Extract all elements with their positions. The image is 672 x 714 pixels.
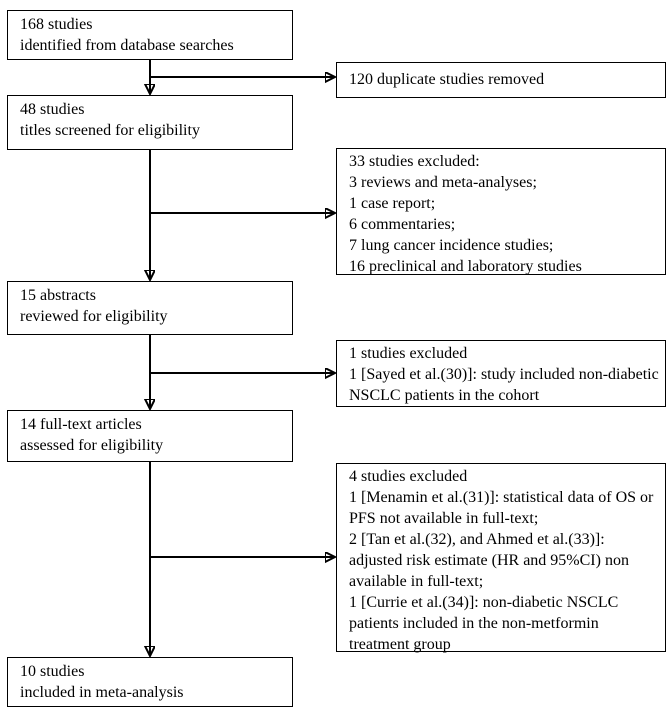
box-text-line: 1 [Sayed et al.(30)]: study included non-diabetic: [349, 366, 659, 383]
box-text-line: 33 studies excluded:: [349, 153, 480, 170]
box-text-line: 4 studies excluded: [349, 468, 468, 485]
box-text-line: treatment group: [349, 636, 451, 653]
box-text-line: 10 studies: [20, 663, 85, 680]
box-titles-excluded: [336, 148, 666, 275]
box-text-line: 16 preclinical and laboratory studies: [349, 258, 582, 275]
box-duplicates-removed: [336, 62, 666, 98]
box-text-line: NSCLC patients in the cohort: [349, 387, 540, 404]
box-text-line: patients included in the non-metformin: [349, 615, 599, 632]
box-fulltext-assessed: [7, 410, 293, 462]
box-included-in-analysis: [7, 657, 293, 707]
box-text-line: adjusted risk estimate (HR and 95%CI) non: [349, 552, 629, 569]
box-text-line: 168 studies: [20, 16, 93, 33]
box-abstracts-reviewed: [7, 281, 293, 335]
box-text-line: 1 studies excluded: [349, 345, 468, 362]
box-text-line: 2 [Tan et al.(32), and Ahmed et al.(33)]:: [349, 531, 605, 548]
box-text-line: available in full-text;: [349, 573, 484, 590]
box-text-line: included in meta-analysis: [20, 684, 184, 701]
box-abstracts-excluded: [336, 340, 666, 407]
box-text-line: 1 [Menamin et al.(31)]: statistical data of OS or: [349, 489, 654, 506]
box-text-line: assessed for eligibility: [20, 437, 164, 454]
box-text-line: reviewed for eligibility: [20, 308, 168, 325]
box-text-line: PFS not available in full-text;: [349, 510, 539, 527]
box-text-line: 3 reviews and meta-analyses;: [349, 174, 537, 191]
box-titles-screened: [7, 95, 293, 150]
box-text-line: 120 duplicate studies removed: [349, 71, 545, 88]
box-text-line: titles screened for eligibility: [20, 122, 200, 139]
box-text-line: 14 full-text articles: [20, 416, 142, 433]
box-studies-identified: [7, 10, 293, 60]
box-text-line: 6 commentaries;: [349, 216, 456, 233]
box-text-line: 15 abstracts: [20, 287, 96, 304]
box-text-line: 7 lung cancer incidence studies;: [349, 237, 554, 254]
box-fulltext-excluded: [336, 463, 666, 652]
box-text-line: 1 case report;: [349, 195, 436, 212]
box-text-line: identified from database searches: [20, 37, 234, 54]
box-text-line: 48 studies: [20, 101, 85, 118]
box-text-line: 1 [Currie et al.(34)]: non-diabetic NSCLC: [349, 594, 619, 611]
